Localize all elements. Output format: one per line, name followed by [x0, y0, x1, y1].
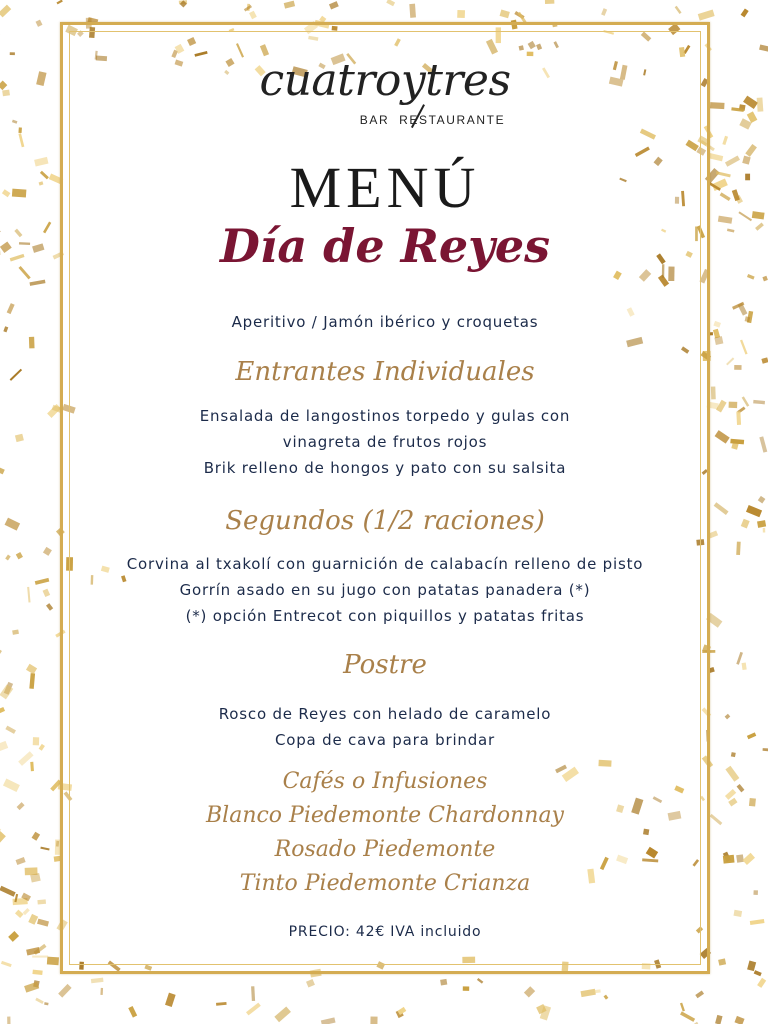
confetti-piece	[32, 970, 42, 975]
postre-heading: Postre	[343, 650, 427, 680]
confetti-piece	[370, 1016, 377, 1024]
confetti-piece	[745, 174, 750, 181]
confetti-piece	[32, 243, 44, 253]
confetti-piece	[10, 52, 15, 55]
confetti-piece	[7, 1017, 10, 1024]
confetti-piece	[251, 986, 255, 1001]
confetti-piece	[753, 400, 765, 404]
confetti-piece	[753, 890, 758, 895]
confetti-piece	[463, 986, 469, 991]
confetti-piece	[727, 228, 735, 232]
confetti-piece	[711, 387, 716, 400]
confetti-piece	[36, 71, 46, 86]
confetti-piece	[26, 664, 37, 675]
brand-logo: cuatroytres	[259, 55, 511, 106]
confetti-piece	[43, 222, 51, 234]
segundos-line: Corvina al txakolí con guarnición de calabacín relleno de pisto	[126, 555, 644, 573]
brand-tagline	[69, 113, 701, 127]
confetti-piece	[91, 978, 104, 984]
entrantes-line: Brik relleno de hongos y pato con su salsita	[203, 459, 567, 477]
confetti-piece	[736, 854, 744, 862]
confetti-piece	[680, 1003, 685, 1012]
entrantes-heading: Entrantes Individuales	[235, 357, 535, 387]
confetti-piece	[710, 102, 725, 109]
confetti-piece	[710, 814, 723, 825]
tagline-restaurante: RESTAURANTE	[399, 113, 506, 127]
confetti-piece	[718, 958, 726, 965]
confetti-piece	[477, 978, 483, 984]
bebida-line: Rosado Piedemonte	[274, 837, 496, 862]
confetti-piece	[12, 120, 18, 124]
confetti-piece	[29, 673, 35, 689]
confetti-piece	[33, 737, 39, 745]
confetti-piece	[720, 192, 731, 201]
confetti-piece	[19, 242, 30, 245]
confetti-piece	[39, 744, 45, 751]
confetti-piece	[763, 528, 765, 533]
confetti-piece	[713, 321, 721, 328]
postre-line: Rosco de Reyes con helado de caramelo	[218, 705, 552, 723]
confetti-piece	[0, 251, 1, 256]
bebida-line: Blanco Piedemonte Chardonnay	[206, 803, 564, 828]
confetti-piece	[698, 10, 715, 21]
bebida-line: Cafés o Infusiones	[282, 769, 488, 794]
confetti-piece	[409, 4, 416, 18]
confetti-piece	[246, 1003, 261, 1016]
confetti-piece	[7, 303, 15, 314]
confetti-piece	[728, 798, 737, 807]
segundos-line: Gorrín asado en su jugo con patatas panadera (*)	[179, 581, 591, 599]
confetti-piece	[714, 502, 729, 515]
confetti-piece	[716, 171, 731, 177]
confetti-piece	[5, 555, 11, 561]
confetti-piece	[604, 995, 609, 1000]
confetti-piece	[18, 266, 30, 279]
entrantes-line: vinagreta de frutos rojos	[282, 433, 488, 451]
confetti-piece	[734, 365, 741, 370]
confetti-piece	[722, 136, 728, 145]
confetti-piece	[732, 189, 740, 201]
confetti-piece	[757, 98, 764, 112]
confetti-piece	[0, 241, 12, 252]
confetti-piece	[742, 396, 750, 406]
confetti-piece	[762, 276, 767, 282]
confetti-piece	[34, 157, 48, 167]
confetti-piece	[746, 505, 762, 517]
confetti-piece	[15, 434, 24, 442]
confetti-piece	[27, 587, 30, 603]
confetti-piece	[740, 340, 748, 355]
menu-subtitle: Día de Reyes	[219, 219, 551, 273]
confetti-piece	[37, 899, 46, 904]
confetti-piece	[757, 520, 766, 528]
confetti-piece	[715, 430, 730, 443]
confetti-piece	[0, 886, 16, 897]
confetti-piece	[743, 96, 758, 109]
confetti-piece	[457, 10, 465, 18]
confetti-piece	[545, 0, 555, 4]
confetti-piece	[44, 1002, 48, 1005]
confetti-piece	[43, 547, 52, 556]
confetti-piece	[28, 914, 38, 925]
confetti-piece	[0, 707, 5, 714]
confetti-piece	[16, 552, 23, 559]
confetti-piece	[8, 931, 19, 942]
confetti-piece	[29, 337, 35, 349]
confetti-piece	[0, 5, 11, 18]
confetti-piece	[36, 20, 43, 27]
aperitivo-line: Aperitivo / Jamón ibérico y croquetas	[231, 313, 539, 331]
confetti-piece	[306, 979, 315, 987]
segundos-line: (*) opción Entrecot con piquillos y patatas fritas	[185, 607, 585, 625]
confetti-piece	[0, 228, 1, 236]
confetti-piece	[752, 211, 765, 219]
confetti-piece	[729, 402, 738, 408]
confetti-piece	[734, 1016, 744, 1024]
price-line: PRECIO: 42€ IVA incluido	[288, 924, 482, 940]
confetti-piece	[737, 784, 745, 792]
confetti-piece	[742, 663, 747, 671]
confetti-piece	[128, 1006, 137, 1018]
confetti-piece	[0, 81, 7, 91]
confetti-piece	[714, 336, 723, 345]
confetti-piece	[695, 990, 704, 998]
confetti-piece	[274, 1006, 291, 1022]
confetti-piece	[3, 326, 8, 332]
confetti-piece	[0, 648, 2, 663]
confetti-piece	[2, 189, 11, 197]
confetti-piece	[749, 798, 756, 806]
confetti-piece	[757, 978, 766, 988]
confetti-piece	[56, 0, 62, 4]
confetti-piece	[216, 1002, 227, 1006]
confetti-piece	[10, 369, 22, 381]
confetti-piece	[524, 986, 535, 997]
confetti-piece	[747, 274, 755, 280]
confetti-piece	[165, 993, 176, 1007]
confetti-piece	[0, 831, 6, 846]
confetti-piece	[741, 8, 749, 17]
menu-card	[69, 31, 701, 965]
confetti-piece	[680, 1011, 695, 1022]
confetti-piece	[741, 519, 750, 529]
confetti-piece	[100, 988, 103, 995]
confetti-piece	[601, 8, 607, 16]
confetti-piece	[725, 766, 739, 782]
confetti-piece	[759, 44, 768, 53]
confetti-piece	[35, 578, 50, 585]
confetti-piece	[16, 857, 26, 865]
postre-line: Copa de cava para brindar	[274, 731, 495, 749]
confetti-piece	[1, 961, 12, 967]
confetti-piece	[284, 1, 295, 9]
confetti-piece	[733, 910, 742, 917]
confetti-piece	[18, 127, 22, 133]
confetti-piece	[386, 0, 395, 6]
confetti-piece	[30, 762, 34, 771]
confetti-piece	[10, 254, 25, 262]
confetti-piece	[329, 1, 339, 9]
confetti-piece	[715, 1015, 722, 1024]
confetti-piece	[754, 970, 762, 976]
confetti-piece	[5, 518, 21, 531]
confetti-piece	[58, 984, 71, 998]
confetti-piece	[40, 847, 49, 851]
confetti-piece	[2, 90, 10, 97]
confetti-piece	[747, 732, 756, 739]
confetti-piece	[763, 748, 768, 751]
confetti-piece	[40, 171, 49, 180]
confetti-piece	[12, 629, 19, 634]
confetti-piece	[47, 957, 59, 966]
confetti-piece	[742, 156, 750, 165]
confetti-piece	[17, 802, 25, 810]
confetti-piece	[742, 853, 755, 865]
menu-title: MENÚ	[289, 155, 481, 220]
confetti-piece	[18, 133, 24, 147]
confetti-piece	[581, 989, 596, 997]
confetti-piece	[43, 589, 51, 597]
confetti-piece	[35, 998, 43, 1004]
confetti-piece	[500, 10, 510, 19]
confetti-piece	[15, 910, 24, 918]
confetti-piece	[24, 982, 39, 993]
confetti-piece	[730, 439, 744, 445]
confetti-piece	[5, 726, 16, 734]
confetti-piece	[12, 189, 27, 198]
confetti-piece	[46, 603, 53, 611]
confetti-piece	[37, 919, 49, 927]
confetti-piece	[39, 181, 44, 185]
confetti-piece	[758, 496, 766, 504]
confetti-piece	[736, 652, 743, 665]
confetti-piece	[725, 714, 731, 720]
confetti-piece	[675, 6, 682, 14]
segundos-heading: Segundos (1/2 raciones)	[225, 506, 545, 536]
bebida-line: Tinto Piedemonte Crianza	[239, 871, 531, 896]
confetti-piece	[726, 357, 734, 365]
confetti-piece	[26, 947, 40, 955]
confetti-piece	[249, 11, 257, 19]
confetti-piece	[3, 779, 20, 793]
confetti-piece	[30, 280, 46, 286]
confetti-piece	[755, 223, 764, 231]
tagline-bar: BAR	[359, 113, 390, 127]
confetti-piece	[23, 908, 30, 915]
confetti-piece	[731, 752, 736, 757]
confetti-piece	[761, 357, 768, 363]
confetti-piece	[718, 216, 733, 224]
confetti-piece	[32, 832, 41, 841]
confetti-piece	[736, 542, 740, 555]
confetti-piece	[0, 467, 5, 474]
confetti-piece	[32, 956, 48, 958]
confetti-piece	[725, 155, 740, 166]
confetti-piece	[747, 961, 756, 972]
confetti-piece	[745, 144, 757, 157]
confetti-piece	[0, 741, 8, 754]
confetti-piece	[759, 436, 767, 452]
confetti-piece	[440, 979, 447, 986]
confetti-piece	[750, 919, 765, 925]
confetti-piece	[723, 855, 735, 864]
confetti-piece	[321, 1017, 336, 1024]
entrantes-line: Ensalada de langostinos torpedo y gulas con	[199, 407, 571, 425]
confetti-piece	[736, 411, 741, 425]
confetti-piece	[14, 229, 22, 238]
confetti-piece	[738, 211, 752, 221]
